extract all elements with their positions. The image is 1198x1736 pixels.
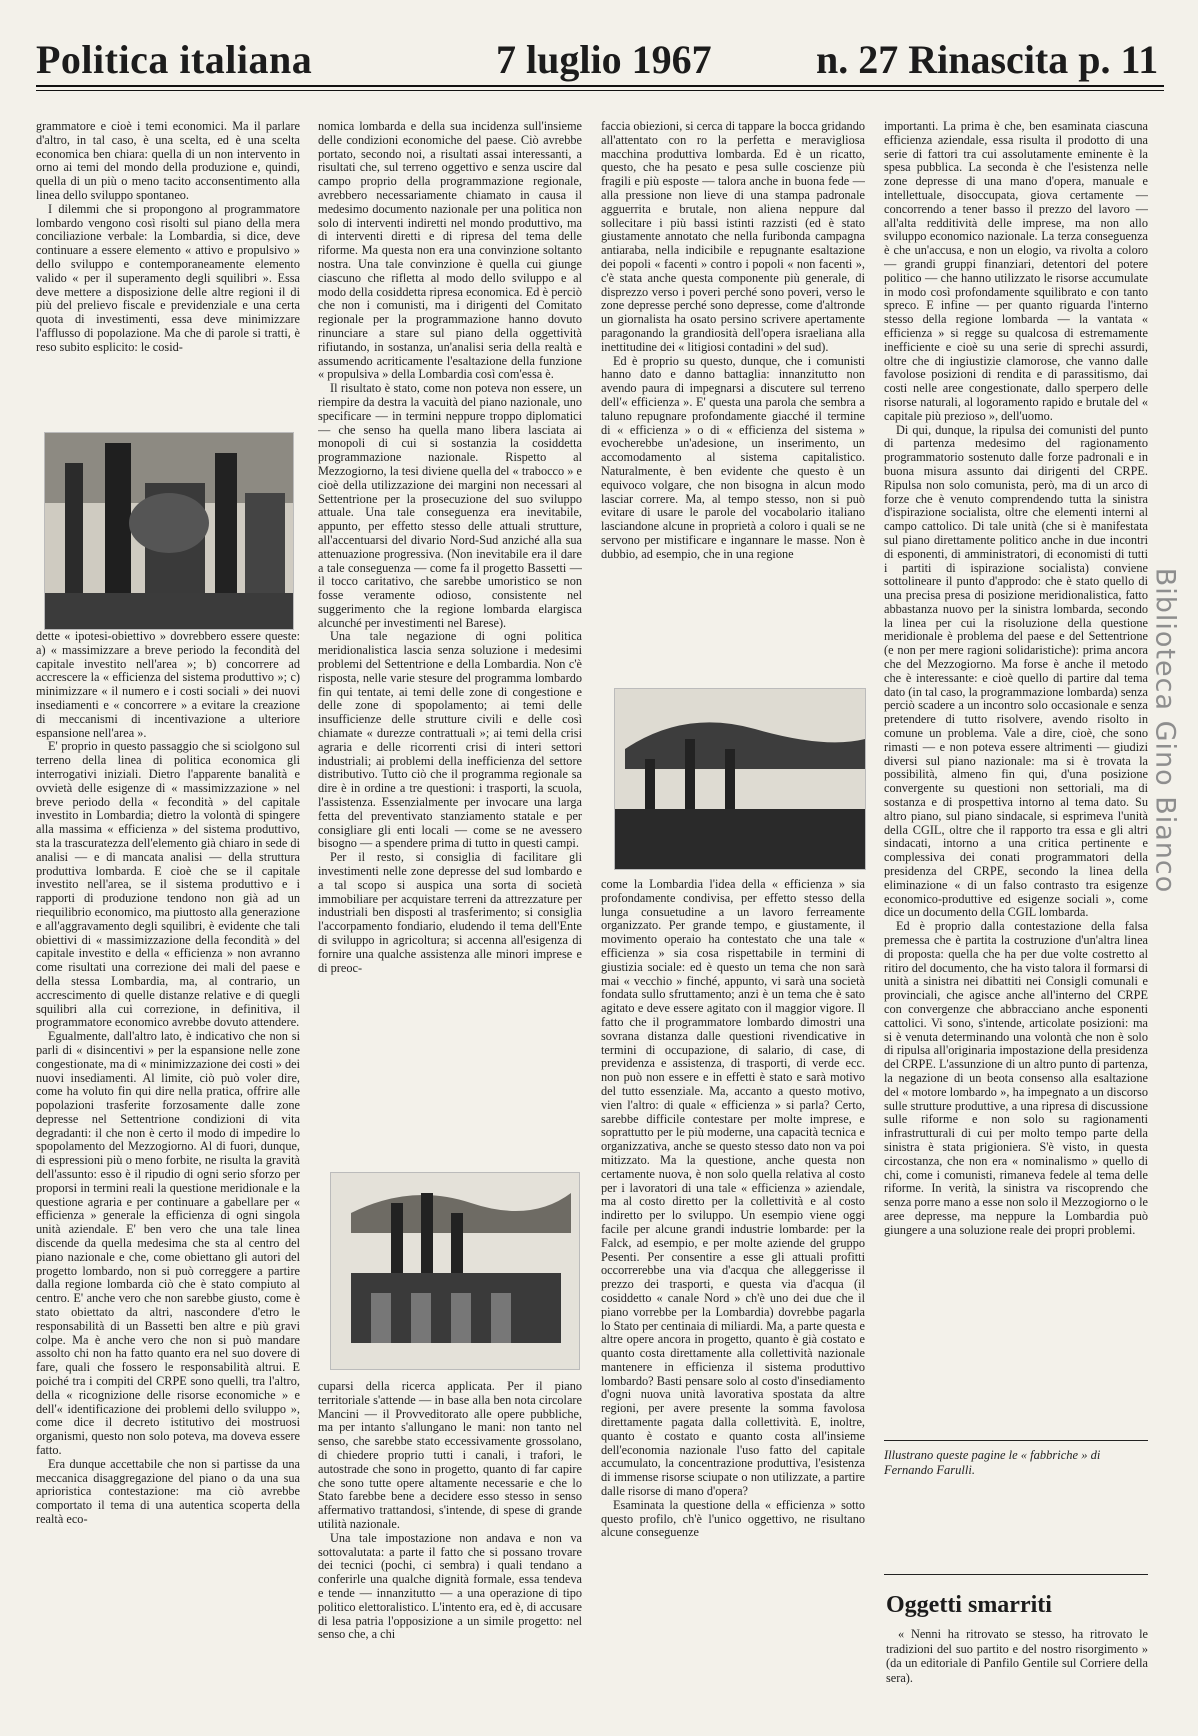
paragraph: come la Lombardia l'idea della « efficienza » sia profondamente condivisa, per effetto stesso della lunga consuetudine a un lavoro ferreamente organizzato. Per grande tempo, e giustamente, il movimento operaio ha contestato che una tale « efficienza » sia cosa rispettabile in termini di giustizia sociale: ed è questo un tema che non sarà mai « vecchio » finché, appunto, vi sarà una società fondata sullo sfruttamento; anzi è un tema che è sato agitato e deve essere agitato con il maggior vigore. Il fatto che il programmatore lombardo dimostri una sovrana distanza dalle questioni rivendicative in termini di occupazione, di salario, di case, di previdenza e assistenza, di trasporti, di verde ecc. non può non essere e in effetti è stato e sarà motivo del tutto essenziale. Ma, accanto a questo motivo, vien l'altro: di quale « efficienza » si parla? Certo, sarebbe difficile contestare per molte imprese, e soprattutto per le più moderne, una capacità tecnica e organizzativa, anche se questo stesso dato non va poi mitizzato. Ma la questione, anche questa non certamente nuova, è non solo quella relativa al costo per i lavoratori di una tale « efficienza » aziendale, ma al costo diretto per la collettività e al costo indiretto per lo sviluppo. Un esempio viene oggi facile per alcune grandi industrie lombarde: per la Falck, ad esempio, e per molte aziende del gruppo Pesenti. Per consentire a esse gli attuali profitti occorrerebbe una via d'acqua che alleggerisse il prezzo dei trasporti, e questa via d'acqua (il cosiddetto « canale Nord » ch'è uno dei due che il piano vorrebbe per la Lombardia) dovrebbe pagarla lo Stato per centinaia di miliardi. Ma, a parte questa e altre opere ancora in progetto, quanto è già costato e quanto costa direttamente alla collettività nazionale mantenere in efficienza il sistema produttivo lombardo? Basti pensare solo al costo d'insediamento d'ogni nuova unità lavorativa spostata da altre regioni, per avere presente la somma favolosa direttamente pagata dalla collettività. E, inoltre, quanto è costato e quanto costa all'insieme dell'economia nazionale l'uso fatto del capitale accumulato, la concentrazione produttiva, l'esistenza di immense risorse sciupate o non utilizzate, a partire dalle risorse di mano d'opera?	[601, 878, 865, 1499]
paragraph: Il risultato è stato, come non poteva non essere, un riempire da destra la vacuità del piano nazionale, uno specificare — in termini neppure troppo diplomatici — che senso ha quella mano libera lasciata ai monopoli di cui si sostanzia la cosiddetta programmazione nazionale. Rispetto al Mezzogiorno, la tesi diviene quella del « trabocco » e cioè della utilizzazione dei margini non necessari al Settentrione per la prosecuzione del suo sviluppo attuale. Una tale conseguenza era inevitabile, appunto, per effetto stesso delle attuali strutture, all'accentuarsi del divario Nord-Sud anziché alla sua attenuazione progressiva. (Non inevitabile era il dare a tale conseguenza — come fa il progetto Bassetti — il tocco caritativo, che sarebbe umoristico se non fosse veramente odioso, consistente nel suggerimento che la regione lombarda elargisca alcunché per investimenti nel Barese).	[318, 381, 582, 630]
lost-found-title: Oggetti smarriti	[886, 1592, 1052, 1618]
column-3-top	[601, 120, 865, 680]
paragraph: E' proprio in questo passaggio che si sciolgono sul terreno della linea di politica economica gli interrogativi iniziali. Dietro l'apparente banalità e ovvietà delle esigenze di « massimizzazione » nel breve periodo della « fecondità » del capitale investito in Lombardia; dietro la volontà di spingere alla massima « efficienza » del sistema produttivo, sta la trascuratezza dell'elemento già chiaro in sede di analisi — e di mancata analisi — della struttura produttiva lombarda. E cioè che se il capitale investito nell'area, se il sistema produttivo e i rapporti di produzione tendono non già ad un riequilibrio economico, ma piuttosto alla generazione e all'aggravamento degli squilibri, è evidente che tali obiettivi di « massimizzazione della fecondità » del capitale investito e della « efficienza » non avranno come risultati una correzione dei mali del paese e della stessa Lombardia, ma, al contrario, un accrescimento di quelle distanze relative e di quegli squilibri alla cui correzione, in definitiva, il programmatore economico avrebbe dovuto attendere.	[36, 739, 300, 1030]
paragraph: grammatore e cioè i temi economici. Ma il parlare d'altro, in tal caso, è una scelta, ed è una scelta economica ben chiara: quella di un non intervento in orno ai temi del mondo della produzione e, quindi, quella di un più o meno tacito acconsentimento alla linea dello sviluppo spontaneo.	[36, 120, 300, 202]
paragraph: Per il resto, si consiglia di facilitare gli investimenti nelle zone depresse del sud lombardo e a tal scopo si auspica una sorta di società immobiliare per acquistare terreni da attrezzature per industriali ben disposti al trasferimento; si consiglia l'accorpamento fondiario, eludendo il tema dell'Ente di sviluppo in agricoltura; si accenna all'esigenza di fornire una qualche assistenza alle minori imprese e di preoc-	[318, 850, 582, 975]
lost-found-text	[886, 1627, 1148, 1685]
paragraph: Una tale negazione di ogni politica meridionalistica lascia senza soluzione i medesimi problemi del Settentrione e della Lombardia. Non c'è risposta, nelle varie stesure del programma lombardo fin qui tentate, ai temi delle zone di congestione e delle zone di spopolamento; ai temi delle insufficienze delle strutture civili e delle così chiamate « durezze contrattuali »; ai temi della crisi agraria e delle ricorrenti crisi di interi settori industriali; ai problemi della inefficienza del settore distributivo. Tutto ciò che il programma regionale sa dire è in ordine a tre questioni: i trasporti, la scuola, l'assistenza. Essenzialmente per invocare una larga fetta del preventivato stanziamento statale e per consigliare gli enti locali — come se ne avessero bisogno — a spendere prima di tutto in questi campi.	[318, 629, 582, 851]
paragraph: Esaminata la questione della « efficienza » sotto questo profilo, ch'è l'unico oggettivo, ne risultano alcune conseguenze	[601, 1497, 865, 1540]
header-rule-thin	[36, 90, 1164, 91]
paragraph: Ed è proprio dalla contestazione della falsa premessa che è partita la costruzione d'un'altra linea di proposta: quella che ha per due volte costretto al ritiro del documento, che ha visto talora il formarsi di unità a sinistra nei dibattiti nei Consigli comunali e provinciali, che agisce anche all'interno del CRPE con convergenze che abbracciano anche esponenti cattolici. Vi sono, s'intende, articolate posizioni: ma si è venuta determinando una volontà che non è solo di ripulsa all'originaria impostazione della presidenza del CRPE. L'assunzione di un altro punto di partenza, la negazione di un beota consenso alla esaltazione del « motore lombardo », ha impegnato a un discorso sulle strutture produttive, a una ripresa di discussione sulle riforme e non solo su ragionamenti infrastrutturali di cui per molto tempo parte della sinistra è stata prigioniera. S'è visto, in questa circostanza, che non era « nominalismo » quello di chi, come i comunisti, rimaneva fedele al tema delle riforme. In verità, la sinistra va riscoprendo che senza porre mano a esse non solo il Mezzogiorno o le aree depresse, ma neppure la Lombardia può giungere a una soluzione reale dei propri problemi.	[884, 919, 1148, 1237]
column-2-top	[318, 120, 582, 1160]
column-2-bottom	[318, 1380, 582, 1725]
paragraph: Una tale impostazione non andava e non va sottovalutata: a parte il fatto che si possano trovare dei tecnici (pochi, ci sembra) i quali tendano a conferirle una qualche dignità formale, essa tendeva e tende — innanzitutto — a una operazione di tipo politico elettoralistico. L'intento era, ed è, di accusare di lesa patria l'opposizione a un simile progetto: nel senso che, a chi	[318, 1530, 582, 1642]
header-rule	[36, 85, 1164, 87]
caption-rule	[884, 1440, 1148, 1441]
column-3-bottom	[601, 878, 865, 1726]
page-header	[36, 28, 1164, 84]
factory-illustration-3	[614, 688, 866, 870]
box-rule	[884, 1574, 1148, 1575]
library-watermark: Biblioteca Gino Bianco	[1149, 567, 1181, 894]
issue-date: 7 luglio 1967	[496, 37, 712, 82]
column-4	[884, 120, 1148, 1438]
paragraph: importanti. La prima è che, ben esaminata ciascuna efficienza aziendale, essa risulta il prodotto di una serie di fattori tra cui assolutamente eminente è la spesa pubblica. La seconda è che l'esistenza nelle zone depresse di una mano d'opera, manuale e intellettuale, disoccupata, giova certamente — concorrendo a tener basso il prezzo del lavoro — all'alta redditività delle imprese, ma non allo sviluppo economico nazionale. La terza conseguenza è che un'accusa, e non un elogio, va rivolta a coloro — grandi gruppi finanziari, detentori del potere politico — che hanno utilizzato le risorse accumulate in modo così profondamente squilibrato e con tanto spreco. E infine — per quanto riguarda l'interno stesso della regione lombarda — la vantata « efficienza » si regge su qualcosa di estremamente inefficiente e cioè su una serie di sprechi assurdi, oltre che di ingiustizie clamorose, che vanno dalle favolose posizioni di rendita e di parassitismo, dai costi nelle aree congestionate, dallo sperpero delle risorse naturali, al logoramento rapido e brutale del « capitale più prezioso », dell'uomo.	[884, 120, 1148, 423]
issue-number: n. 27 Rinascita p. 11	[816, 37, 1159, 82]
paragraph: Era dunque accettabile che non si partisse da una meccanica disaggregazione del piano o da una sua aprioristica contestazione: ma ciò avrebbe comportato il tema di una autentica scoperta della realtà eco-	[36, 1456, 300, 1526]
column-1-bottom	[36, 630, 300, 1722]
paragraph: Di qui, dunque, la ripulsa dei comunisti del punto di partenza medesimo del ragionamento programmatorio sostenuto dalle forze padronali e in buona misura assunto dai dirigenti del CRPE. Ripulsa non solo comunista, però, ma di un arco di forze che è venuto comprendendo tutta la sinistra d'ispirazione socialista, oltre che elementi interni al campo cattolico. Di tale unità (che si è manifestata sul piano direttamente politico anche in due incontri di esponenti, di amministratori, di economisti di tutti i partiti di ispirazione socialista) conviene sottolineare il punto d'approdo: che è stato quello di una precisa presa di posizione meridionalistica, fatto abbastanza nuovo per la sinistra lombarda, secondo la linea per cui la risoluzione della questione meridionale è problema del paese e del Settentrione (e non per mere ragioni solidaristiche): prima ancora che del Mezzogiorno. Ma forse è anche il metodo che è interessante: e cioè quello di partire dal tema dato (in tal caso, la programmazione lombarda) senza perciò scadere a un incontro solo occasionale e senza pretendere di tutto risolvere, avendo risolto in comune un problema. Vale a dire, cioè, che sono rimasti — e non poteva essere altrimenti — giudizi diversi sul piano nazionale: ma si è trovata la possibilità, almeno fin qui, d'una posizione convergente su questioni non settoriali, ma di sostanza e di prospettiva intorno al tema dato. Su altro piano, sul piano sindacale, si esprimeva l'unità della CGIL, oltre che il rapporto tra essa e gli altri sindacati, intorno a una critica pertinente e complessiva dei conati programmatori della presidenza del CRPE, secondo la linea della eliminazione « di un falso contrasto tra esigenze economico-produttive ed esigenze sociali », come dice un documento della CGIL lombarda.	[884, 422, 1148, 920]
illustration-caption: Illustrano queste pagine le « fabbriche » di Fernando Farulli.	[884, 1448, 1101, 1477]
paragraph: Egualmente, dall'altro lato, è indicativo che non si parli di « disincentivi » per la espansione nelle zone congestionate, ma di « minimizzazione dei costi » dei nuovi insediamenti. Al limite, ciò può voler dire, come ha voluto fin qui dire nella pratica, offrire alle popolazioni trasferite forzosamente dalle zone depresse nel Settentrione condizioni di vita degradanti: il che non è certo il modo di impedire lo spopolamento del Mezzogiorno. Al di fuori, dunque, di espressioni più o meno forbite, ne risulta la gravità dell'assunto: esso è il ripudio di ogni serio sforzo per proporsi in termini reali la questione meridionale e la questione agraria e per continuare a gabellare per « efficienza » generale la efficienza di ogni singola unità aziendale. E' ben vero che una tale linea discende da quella medesima che sta al centro del piano nazionale e che, come obiettano gli autori del progetto lombardo, non si può correggere a partire dalla regione lombarda ciò che è stato compiuto al centro. E' anche vero che non sarebbe giusto, come è stato obiettato da altri, nascondere d'etro le responsabilità di un Bassetti ben altre e più gravi colpe. Ma è anche vero che non si può mandare assolto chi non ha fatto quanto era nel suo dovere di fare, quali che fossero le responsabilità altrui. E poiché tra i compiti del CRPE sono quelli, tra l'altro, della « ricognizione delle risorse economiche » e dell'« identificazione dei problemi dello sviluppo », come dice il decreto istitutivo dei mostruosi organismi, questo non solo poteva, ma doveva essere fatto.	[36, 1029, 300, 1458]
column-1-top	[36, 120, 300, 425]
paragraph: nomica lombarda e della sua incidenza sull'insieme delle condizioni economiche del paese. Ciò avrebbe portato, secondo noi, a risultati assai interessanti, a risultati che, sul terreno oggettivo e senza uscire dal campo proprio della programmazione regionale, avrebbero necessariamente chiamato in causa il medesimo documento nazionale per una politica non solo di interventi indiretti nel mondo produttivo, ma di interventi diretti e di ripresa del tema delle riforme. Ma questa non era una convinzione soltanto nostra. Una tale convinzione è quella cui giunge ciascuno che rifletta al modo dello sviluppo e al modo della cosiddetta ripresa economica. Ed è perciò che non i comunisti, ma i dirigenti del Comitato regionale per la programmazione hanno dovuto rinunciare a stare sul piano della oggettività rifiutando, in sostanza, un'analisi seria della realtà e assumendo acriticamente l'esaltazione della funzione « propulsiva » della Lombardia così com'essa è.	[318, 120, 582, 382]
section-title: Politica italiana	[36, 37, 313, 82]
factory-illustration-1	[44, 432, 294, 630]
paragraph: dette « ipotesi-obiettivo » dovrebbero essere queste: a) « massimizzare a breve periodo la fecondità del capitale investito nell'area »; b) concorrere ad accrescere la « efficienza del sistema produttivo »; c) minimizzare « il numero e i costi sociali » dei nuovi insediamenti e « concorrere » a evitare la creazione di meccanismi di incentivazione a ulteriore espansione nell'area ».	[36, 630, 300, 740]
factory-illustration-2	[330, 1172, 580, 1370]
paragraph: cuparsi della ricerca applicata. Per il piano territoriale s'attende — in base alla ben nota circolare Mancini — il Provveditorato alle opere pubbliche, ma per intanto s'allungano le mani: non tanto nel senso, che sarebbe stato eccessivamente grossolano, di chiedere proprio tutti i canali, i trafori, le autostrade che sono in progetto, quanto di far capire che sono tutte opere altamente necessarie e che lo Stato farebbe bene a decidere esso stesso in senso affermativo trattandosi, s'intende, di spese di grande utilità nazionale.	[318, 1380, 582, 1531]
lost-found-quote: « Nenni ha ritrovato se stesso, ha ritrovato le tradizioni del suo partito e del nostro risorgimento » (da un editoriale di Panfilo Gentile sul Corriere della sera).	[886, 1627, 1148, 1685]
paragraph: faccia obiezioni, si cerca di tappare la bocca gridando all'attentato con ro la perfetta e meravigliosa macchina produttiva lombarda. Ed è un ricatto, questo, che ha pesato e pesa sulle coscienze più fragili e più esposte — talora anche in buona fede — alla pressione non lieve di una stampa padronale agguerrita e brutale, non aliena neppure dal sollecitare i più bassi istinti razzisti (ed è stato giustamente annotato che nella furibonda campagna antiaraba, nella indicibile e repugnante esaltazione dei popoli « facenti » contro i popoli « non facenti », c'è stata anche questa componente più generale, di disprezzo verso i poveri perché sono poveri, verso le zone depresse perché sono depresse, come d'altronde un giornalista ha osato persino scrivere apertamente paragonando la grandiosità dell'opera israeliana alla inettitudine dei « litigiosi contadini » del sud).	[601, 120, 865, 354]
paragraph: Ed è proprio su questo, dunque, che i comunisti hanno dato e danno battaglia: innanzitutto non avendo paura di impegnarsi a discutere sul terreno dell'« efficienza ». E' questa una parola che sembra a taluno repugnare profondamente giacché il termine di « efficienza » o di « efficienza del sistema » evocherebbe un'adesione, un inserimento, un accomodamento al sistema capitalistico. Naturalmente, è ben evidente che questo è un equivoco volgare, che non bisogna in alcun modo lasciar correre. Ma, al tempo stesso, non si può evitare di usare le parole del vocabolario italiano lasciandone alcune in proprietà a coloro i quali se ne servono per mistificare e ingannare le masse. Non è dubbio, ad esempio, che in una regione	[601, 353, 865, 561]
paragraph: I dilemmi che si propongono al programmatore lombardo vengono così risolti sul piano della mera conciliazione verbale: la Lombardia, si dice, deve continuare a essere elemento « attivo e propulsivo » dello sviluppo e contemporaneamente elemento valido « per il superamento degli squilibri ». Essa deve mettere a disposizione delle altre regioni il di più del prelievo fiscale e previdenziale e una certa quota di investimenti, essa deve minimizzare l'afflusso di popolazione. Ma che di parole si tratti, è reso subito esplicito: le cosid-	[36, 201, 300, 354]
